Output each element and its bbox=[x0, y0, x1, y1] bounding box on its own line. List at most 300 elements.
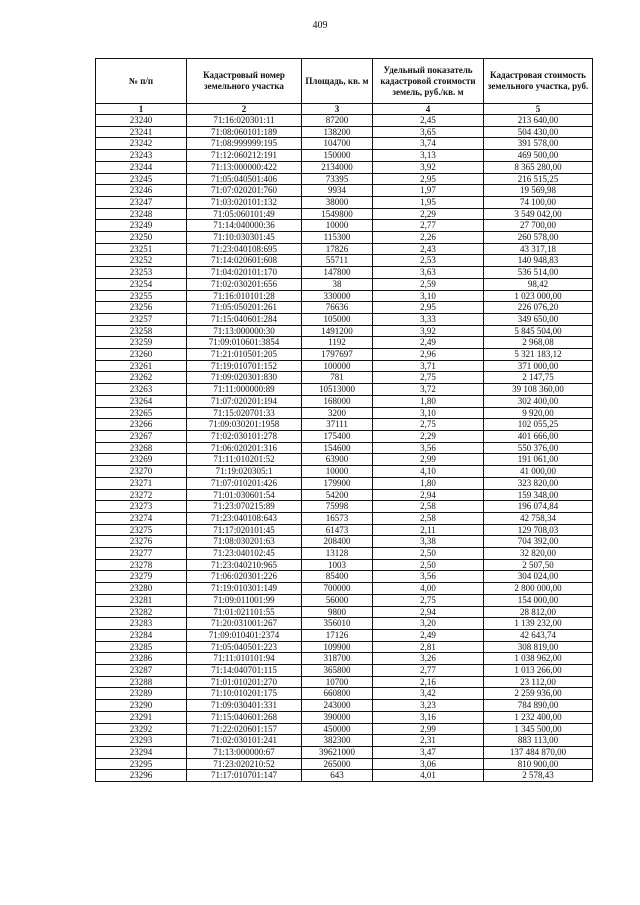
row-index: 23263 bbox=[96, 384, 187, 396]
area-sqm: 76636 bbox=[302, 302, 373, 314]
column-number: 4 bbox=[373, 104, 484, 115]
area-sqm: 318700 bbox=[302, 653, 373, 665]
cadastral-number: 71:11:010101:94 bbox=[187, 653, 302, 665]
cadastral-value: 137 484 870,00 bbox=[484, 746, 593, 758]
area-sqm: 9800 bbox=[302, 606, 373, 618]
cadastral-value: 154 000,00 bbox=[484, 594, 593, 606]
table-row bbox=[96, 548, 593, 560]
cadastral-value: 129 708,03 bbox=[484, 524, 593, 536]
row-index: 23269 bbox=[96, 454, 187, 466]
cadastral-number: 71:07:020201:760 bbox=[187, 185, 302, 197]
cadastral-value: 196 074,84 bbox=[484, 501, 593, 513]
cadastral-value: 42 758,34 bbox=[484, 512, 593, 524]
column-number: 2 bbox=[187, 104, 302, 115]
area-sqm: 10513000 bbox=[302, 384, 373, 396]
row-index: 23261 bbox=[96, 360, 187, 372]
unit-value: 2,49 bbox=[373, 337, 484, 349]
unit-value: 2,94 bbox=[373, 489, 484, 501]
row-index: 23247 bbox=[96, 196, 187, 208]
table-row bbox=[96, 325, 593, 337]
cadastral-value: 140 948,83 bbox=[484, 255, 593, 267]
row-index: 23241 bbox=[96, 126, 187, 138]
cadastral-value: 102 055,25 bbox=[484, 419, 593, 431]
cadastral-value: 2 800 000,00 bbox=[484, 583, 593, 595]
unit-value: 4,00 bbox=[373, 583, 484, 595]
row-index: 23243 bbox=[96, 150, 187, 162]
unit-value: 3,71 bbox=[373, 360, 484, 372]
table-row bbox=[96, 466, 593, 478]
unit-value: 2,31 bbox=[373, 735, 484, 747]
row-index: 23296 bbox=[96, 770, 187, 782]
row-index: 23281 bbox=[96, 594, 187, 606]
table-row bbox=[96, 372, 593, 384]
row-index: 23272 bbox=[96, 489, 187, 501]
cadastral-number: 71:19:010301:149 bbox=[187, 583, 302, 595]
unit-value: 4,10 bbox=[373, 466, 484, 478]
cadastral-number: 71:14:040701:115 bbox=[187, 665, 302, 677]
unit-value: 1,80 bbox=[373, 395, 484, 407]
area-sqm: 17826 bbox=[302, 243, 373, 255]
cadastral-value: 9 920,00 bbox=[484, 407, 593, 419]
row-index: 23275 bbox=[96, 524, 187, 536]
unit-value: 2,16 bbox=[373, 676, 484, 688]
unit-value: 3,56 bbox=[373, 571, 484, 583]
table-row bbox=[96, 489, 593, 501]
cadastral-value: 5 321 183,12 bbox=[484, 349, 593, 361]
table-row bbox=[96, 629, 593, 641]
table-row bbox=[96, 501, 593, 513]
row-index: 23266 bbox=[96, 419, 187, 431]
row-index: 23270 bbox=[96, 466, 187, 478]
unit-value: 2,99 bbox=[373, 454, 484, 466]
cadastral-value: 19 569,98 bbox=[484, 185, 593, 197]
table-row bbox=[96, 676, 593, 688]
table-row bbox=[96, 536, 593, 548]
table-row bbox=[96, 758, 593, 770]
unit-value: 3,13 bbox=[373, 150, 484, 162]
row-index: 23260 bbox=[96, 349, 187, 361]
area-sqm: 179900 bbox=[302, 477, 373, 489]
row-index: 23283 bbox=[96, 618, 187, 630]
cadastral-number: 71:14:040000:36 bbox=[187, 220, 302, 232]
table-row bbox=[96, 208, 593, 220]
column-number-row bbox=[96, 104, 593, 115]
row-index: 23245 bbox=[96, 173, 187, 185]
table-row bbox=[96, 138, 593, 150]
row-index: 23271 bbox=[96, 477, 187, 489]
table-row bbox=[96, 126, 593, 138]
cadastral-value: 1 139 232,00 bbox=[484, 618, 593, 630]
table-row bbox=[96, 618, 593, 630]
cadastral-number: 71:16:020301:11 bbox=[187, 115, 302, 127]
area-sqm: 105000 bbox=[302, 313, 373, 325]
cadastral-value: 883 113,00 bbox=[484, 735, 593, 747]
cadastral-value: 784 890,00 bbox=[484, 700, 593, 712]
unit-value: 1,80 bbox=[373, 477, 484, 489]
cadastral-value: 391 578,00 bbox=[484, 138, 593, 150]
row-index: 23292 bbox=[96, 723, 187, 735]
table-row bbox=[96, 313, 593, 325]
cadastral-number: 71:01:010201:270 bbox=[187, 676, 302, 688]
unit-value: 2,29 bbox=[373, 208, 484, 220]
cadastral-value: 5 845 504,00 bbox=[484, 325, 593, 337]
table-row bbox=[96, 770, 593, 782]
row-index: 23250 bbox=[96, 232, 187, 244]
row-index: 23289 bbox=[96, 688, 187, 700]
table-row bbox=[96, 150, 593, 162]
table-row bbox=[96, 290, 593, 302]
table-row bbox=[96, 267, 593, 279]
unit-value: 2,43 bbox=[373, 243, 484, 255]
table-row bbox=[96, 477, 593, 489]
table-row bbox=[96, 349, 593, 361]
row-index: 23279 bbox=[96, 571, 187, 583]
table-row bbox=[96, 115, 593, 127]
header-cadastral-value: Кадастровая стоимость земельного участка, руб. bbox=[484, 59, 593, 104]
header-area: Площадь, кв. м bbox=[302, 59, 373, 104]
area-sqm: 85400 bbox=[302, 571, 373, 583]
cadastral-number: 71:02:030101:241 bbox=[187, 735, 302, 747]
cadastral-number: 71:11:010201:52 bbox=[187, 454, 302, 466]
cadastral-value: 260 578,00 bbox=[484, 232, 593, 244]
table-row bbox=[96, 232, 593, 244]
unit-value: 4,01 bbox=[373, 770, 484, 782]
row-index: 23273 bbox=[96, 501, 187, 513]
cadastral-number: 71:19:020305:1 bbox=[187, 466, 302, 478]
cadastral-number: 71:10:030301:45 bbox=[187, 232, 302, 244]
table-row bbox=[96, 606, 593, 618]
unit-value: 3,63 bbox=[373, 267, 484, 279]
row-index: 23262 bbox=[96, 372, 187, 384]
cadastral-number: 71:07:010201:426 bbox=[187, 477, 302, 489]
cadastral-value: 159 348,00 bbox=[484, 489, 593, 501]
area-sqm: 660800 bbox=[302, 688, 373, 700]
cadastral-value: 1 345 500,00 bbox=[484, 723, 593, 735]
unit-value: 2,58 bbox=[373, 501, 484, 513]
cadastral-number: 71:09:030201:1958 bbox=[187, 419, 302, 431]
area-sqm: 10000 bbox=[302, 466, 373, 478]
table-row bbox=[96, 746, 593, 758]
cadastral-value: 2 147,75 bbox=[484, 372, 593, 384]
area-sqm: 643 bbox=[302, 770, 373, 782]
area-sqm: 365800 bbox=[302, 665, 373, 677]
unit-value: 3,16 bbox=[373, 711, 484, 723]
cadastral-value: 304 024,00 bbox=[484, 571, 593, 583]
table-row bbox=[96, 735, 593, 747]
area-sqm: 154600 bbox=[302, 442, 373, 454]
cadastral-value: 43 317,18 bbox=[484, 243, 593, 255]
row-index: 23254 bbox=[96, 278, 187, 290]
cadastral-number: 71:07:020201:194 bbox=[187, 395, 302, 407]
cadastral-value: 1 013 266,00 bbox=[484, 665, 593, 677]
row-index: 23276 bbox=[96, 536, 187, 548]
table-body bbox=[96, 115, 593, 782]
table-row bbox=[96, 700, 593, 712]
row-index: 23244 bbox=[96, 161, 187, 173]
row-index: 23242 bbox=[96, 138, 187, 150]
unit-value: 2,59 bbox=[373, 278, 484, 290]
unit-value: 3,42 bbox=[373, 688, 484, 700]
cadastral-value: 98,42 bbox=[484, 278, 593, 290]
table-row bbox=[96, 665, 593, 677]
header-row bbox=[96, 59, 593, 104]
cadastral-number: 71:04:020101:170 bbox=[187, 267, 302, 279]
cadastral-number: 71:23:040108:643 bbox=[187, 512, 302, 524]
table-row bbox=[96, 430, 593, 442]
cadastral-value: 302 400,00 bbox=[484, 395, 593, 407]
row-index: 23258 bbox=[96, 325, 187, 337]
cadastral-number: 71:09:020301:830 bbox=[187, 372, 302, 384]
row-index: 23265 bbox=[96, 407, 187, 419]
cadastral-number: 71:05:040501:406 bbox=[187, 173, 302, 185]
area-sqm: 382300 bbox=[302, 735, 373, 747]
row-index: 23288 bbox=[96, 676, 187, 688]
unit-value: 3,23 bbox=[373, 700, 484, 712]
cadastral-value: 469 500,00 bbox=[484, 150, 593, 162]
row-index: 23291 bbox=[96, 711, 187, 723]
unit-value: 2,49 bbox=[373, 629, 484, 641]
cadastral-number: 71:09:010401:2374 bbox=[187, 629, 302, 641]
unit-value: 2,11 bbox=[373, 524, 484, 536]
table-row bbox=[96, 723, 593, 735]
row-index: 23280 bbox=[96, 583, 187, 595]
row-index: 23255 bbox=[96, 290, 187, 302]
unit-value: 2,95 bbox=[373, 302, 484, 314]
cadastral-number: 71:23:020210:52 bbox=[187, 758, 302, 770]
table-row bbox=[96, 559, 593, 571]
unit-value: 3,56 bbox=[373, 442, 484, 454]
table-row bbox=[96, 583, 593, 595]
cadastral-value: 2 259 936,00 bbox=[484, 688, 593, 700]
table-row bbox=[96, 512, 593, 524]
unit-value: 2,75 bbox=[373, 372, 484, 384]
row-index: 23293 bbox=[96, 735, 187, 747]
area-sqm: 1491200 bbox=[302, 325, 373, 337]
area-sqm: 104700 bbox=[302, 138, 373, 150]
cadastral-value: 1 232 400,00 bbox=[484, 711, 593, 723]
unit-value: 3,65 bbox=[373, 126, 484, 138]
row-index: 23286 bbox=[96, 653, 187, 665]
unit-value: 2,81 bbox=[373, 641, 484, 653]
cadastral-number: 71:09:030401:331 bbox=[187, 700, 302, 712]
cadastral-value: 1 023 000,00 bbox=[484, 290, 593, 302]
cadastral-value: 213 640,00 bbox=[484, 115, 593, 127]
table-row bbox=[96, 255, 593, 267]
cadastral-value: 349 650,00 bbox=[484, 313, 593, 325]
cadastral-number: 71:20:031001:267 bbox=[187, 618, 302, 630]
cadastral-number: 71:12:060212:191 bbox=[187, 150, 302, 162]
cadastral-value: 550 376,00 bbox=[484, 442, 593, 454]
cadastral-value: 3 549 042,00 bbox=[484, 208, 593, 220]
land-plot-registry-table bbox=[95, 58, 593, 782]
area-sqm: 700000 bbox=[302, 583, 373, 595]
row-index: 23282 bbox=[96, 606, 187, 618]
column-number: 3 bbox=[302, 104, 373, 115]
table-row bbox=[96, 688, 593, 700]
table-row bbox=[96, 185, 593, 197]
area-sqm: 61473 bbox=[302, 524, 373, 536]
cadastral-number: 71:05:050201:261 bbox=[187, 302, 302, 314]
area-sqm: 17126 bbox=[302, 629, 373, 641]
row-index: 23284 bbox=[96, 629, 187, 641]
area-sqm: 37111 bbox=[302, 419, 373, 431]
cadastral-number: 71:13:000000:422 bbox=[187, 161, 302, 173]
area-sqm: 16573 bbox=[302, 512, 373, 524]
row-index: 23256 bbox=[96, 302, 187, 314]
area-sqm: 9934 bbox=[302, 185, 373, 197]
column-number: 5 bbox=[484, 104, 593, 115]
unit-value: 3,72 bbox=[373, 384, 484, 396]
cadastral-value: 41 000,00 bbox=[484, 466, 593, 478]
table-row bbox=[96, 571, 593, 583]
cadastral-number: 71:21:010501:205 bbox=[187, 349, 302, 361]
area-sqm: 1192 bbox=[302, 337, 373, 349]
area-sqm: 168000 bbox=[302, 395, 373, 407]
cadastral-value: 74 100,00 bbox=[484, 196, 593, 208]
area-sqm: 450000 bbox=[302, 723, 373, 735]
unit-value: 2,77 bbox=[373, 665, 484, 677]
area-sqm: 38 bbox=[302, 278, 373, 290]
cadastral-number: 71:05:040501:223 bbox=[187, 641, 302, 653]
table-row bbox=[96, 337, 593, 349]
area-sqm: 147800 bbox=[302, 267, 373, 279]
unit-value: 2,29 bbox=[373, 430, 484, 442]
cadastral-number: 71:17:010701:147 bbox=[187, 770, 302, 782]
cadastral-number: 71:09:011001:99 bbox=[187, 594, 302, 606]
area-sqm: 10700 bbox=[302, 676, 373, 688]
cadastral-number: 71:06:020201:316 bbox=[187, 442, 302, 454]
unit-value: 3,47 bbox=[373, 746, 484, 758]
table-row bbox=[96, 454, 593, 466]
area-sqm: 13128 bbox=[302, 548, 373, 560]
unit-value: 3,92 bbox=[373, 161, 484, 173]
row-index: 23278 bbox=[96, 559, 187, 571]
row-index: 23253 bbox=[96, 267, 187, 279]
cadastral-value: 810 900,00 bbox=[484, 758, 593, 770]
cadastral-number: 71:23:040108:695 bbox=[187, 243, 302, 255]
area-sqm: 63900 bbox=[302, 454, 373, 466]
row-index: 23277 bbox=[96, 548, 187, 560]
row-index: 23285 bbox=[96, 641, 187, 653]
cadastral-number: 71:23:040102:45 bbox=[187, 548, 302, 560]
unit-value: 2,58 bbox=[373, 512, 484, 524]
table-row bbox=[96, 653, 593, 665]
cadastral-number: 71:08:999999:195 bbox=[187, 138, 302, 150]
unit-value: 2,26 bbox=[373, 232, 484, 244]
row-index: 23267 bbox=[96, 430, 187, 442]
area-sqm: 243000 bbox=[302, 700, 373, 712]
cadastral-value: 42 643,74 bbox=[484, 629, 593, 641]
row-index: 23246 bbox=[96, 185, 187, 197]
cadastral-number: 71:01:030601:54 bbox=[187, 489, 302, 501]
cadastral-number: 71:06:020301:226 bbox=[187, 571, 302, 583]
cadastral-value: 191 061,00 bbox=[484, 454, 593, 466]
unit-value: 2,96 bbox=[373, 349, 484, 361]
cadastral-value: 23 112,00 bbox=[484, 676, 593, 688]
area-sqm: 2134000 bbox=[302, 161, 373, 173]
unit-value: 2,53 bbox=[373, 255, 484, 267]
cadastral-value: 27 700,00 bbox=[484, 220, 593, 232]
unit-value: 1,97 bbox=[373, 185, 484, 197]
area-sqm: 73395 bbox=[302, 173, 373, 185]
cadastral-value: 28 812,00 bbox=[484, 606, 593, 618]
row-index: 23294 bbox=[96, 746, 187, 758]
header-unit-value: Удельный показатель кадастровой стоимости земель, руб./кв. м bbox=[373, 59, 484, 104]
cadastral-number: 71:08:030201:63 bbox=[187, 536, 302, 548]
unit-value: 2,99 bbox=[373, 723, 484, 735]
unit-value: 2,50 bbox=[373, 548, 484, 560]
cadastral-number: 71:09:010601:3854 bbox=[187, 337, 302, 349]
row-index: 23252 bbox=[96, 255, 187, 267]
area-sqm: 138200 bbox=[302, 126, 373, 138]
cadastral-number: 71:16:010101:28 bbox=[187, 290, 302, 302]
cadastral-number: 71:13:000000:30 bbox=[187, 325, 302, 337]
cadastral-value: 2 578,43 bbox=[484, 770, 593, 782]
row-index: 23264 bbox=[96, 395, 187, 407]
area-sqm: 56000 bbox=[302, 594, 373, 606]
unit-value: 2,77 bbox=[373, 220, 484, 232]
area-sqm: 208400 bbox=[302, 536, 373, 548]
page-number: 409 bbox=[312, 20, 328, 31]
cadastral-number: 71:14:020601:608 bbox=[187, 255, 302, 267]
cadastral-value: 2 968,08 bbox=[484, 337, 593, 349]
table-row bbox=[96, 711, 593, 723]
cadastral-number: 71:22:020601:157 bbox=[187, 723, 302, 735]
cadastral-number: 71:11:000000:89 bbox=[187, 384, 302, 396]
table-row bbox=[96, 196, 593, 208]
table-row bbox=[96, 395, 593, 407]
unit-value: 2,94 bbox=[373, 606, 484, 618]
column-number: 1 bbox=[96, 104, 187, 115]
unit-value: 3,20 bbox=[373, 618, 484, 630]
cadastral-number: 71:23:040210:965 bbox=[187, 559, 302, 571]
row-index: 23257 bbox=[96, 313, 187, 325]
cadastral-number: 71:15:040601:284 bbox=[187, 313, 302, 325]
area-sqm: 100000 bbox=[302, 360, 373, 372]
row-index: 23249 bbox=[96, 220, 187, 232]
row-index: 23290 bbox=[96, 700, 187, 712]
row-index: 23274 bbox=[96, 512, 187, 524]
cadastral-value: 401 666,00 bbox=[484, 430, 593, 442]
unit-value: 3,10 bbox=[373, 290, 484, 302]
area-sqm: 10000 bbox=[302, 220, 373, 232]
unit-value: 3,26 bbox=[373, 653, 484, 665]
cadastral-number: 71:15:020701:33 bbox=[187, 407, 302, 419]
cadastral-number: 71:15:040601:268 bbox=[187, 711, 302, 723]
unit-value: 3,38 bbox=[373, 536, 484, 548]
area-sqm: 115300 bbox=[302, 232, 373, 244]
table-row bbox=[96, 594, 593, 606]
area-sqm: 54200 bbox=[302, 489, 373, 501]
unit-value: 3,06 bbox=[373, 758, 484, 770]
cadastral-number: 71:08:060101:189 bbox=[187, 126, 302, 138]
row-index: 23248 bbox=[96, 208, 187, 220]
area-sqm: 356010 bbox=[302, 618, 373, 630]
table-row bbox=[96, 220, 593, 232]
header-index: № п/п bbox=[96, 59, 187, 104]
unit-value: 3,33 bbox=[373, 313, 484, 325]
table-row bbox=[96, 407, 593, 419]
row-index: 23251 bbox=[96, 243, 187, 255]
cadastral-number: 71:13:000000:67 bbox=[187, 746, 302, 758]
unit-value: 3,10 bbox=[373, 407, 484, 419]
area-sqm: 3200 bbox=[302, 407, 373, 419]
row-index: 23240 bbox=[96, 115, 187, 127]
area-sqm: 1797697 bbox=[302, 349, 373, 361]
unit-value: 2,95 bbox=[373, 173, 484, 185]
table-row bbox=[96, 161, 593, 173]
table-row bbox=[96, 442, 593, 454]
